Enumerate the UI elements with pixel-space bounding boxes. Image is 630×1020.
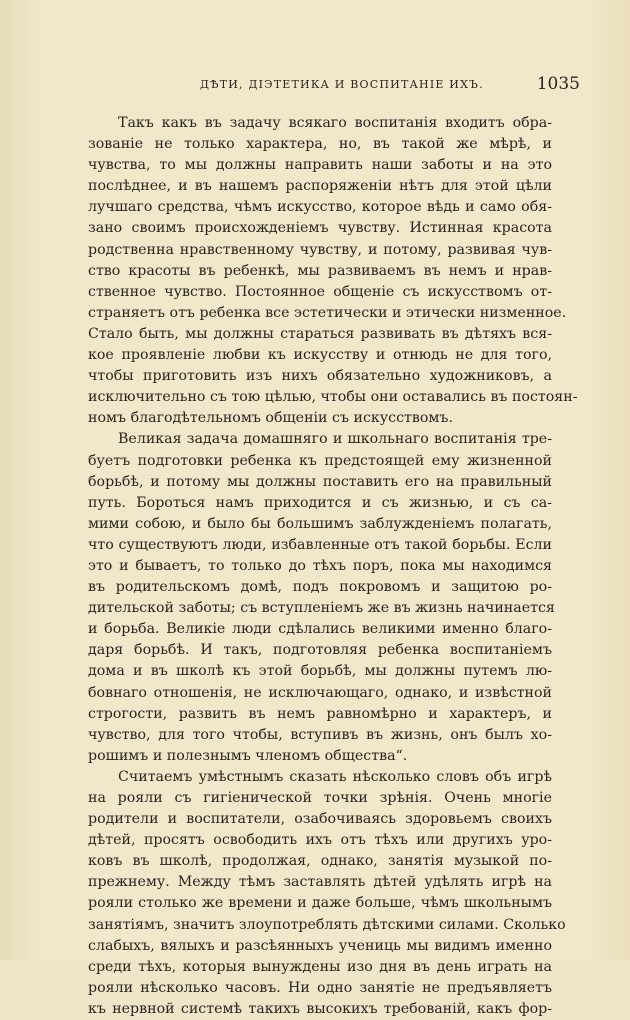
text-line: путь. Бороться намъ приходится и съ жизнью, и съ са- xyxy=(88,494,552,511)
text-line: ственное чувство. Постоянное общеніе съ искусствомъ от- xyxy=(88,283,552,300)
text-line: страняетъ отъ ребенка все эстетически и этически низменное. xyxy=(88,304,567,321)
text-line: дительской заботы; съ вступленіемъ же въ жизнь начинается xyxy=(88,600,555,617)
text-line: это и бываетъ, то только до тѣхъ поръ, пока мы находимся xyxy=(88,557,552,574)
text-line: буетъ подготовки ребенка къ предстоящей ему жизненной xyxy=(88,452,552,469)
page-number: 1035 xyxy=(536,74,580,94)
text-line: Считаемъ умѣстнымъ сказать нѣсколько словъ объ игрѣ xyxy=(118,768,552,785)
text-line: номъ благодѣтельномъ общеніи съ искусствомъ. xyxy=(88,410,453,427)
text-line: занятіямъ, значитъ злоупотреблять дѣтскими силами. Сколько xyxy=(88,916,566,933)
text-line: бовнаго отношенія, не исключающаго, однако, и извѣстной xyxy=(88,684,552,701)
text-line: чтобы приготовить изъ нихъ обязательно художниковъ, а xyxy=(88,368,552,385)
text-line: что существуютъ люди, избавленные отъ такой борьбы. Если xyxy=(88,536,552,553)
text-line: исключительно съ тою цѣлью, чтобы они оставались въ постоян- xyxy=(88,389,578,406)
text-line: чувство, для того чтобы, вступивъ въ жизнь, онъ былъ хо- xyxy=(88,726,552,743)
text-line: дѣтей, просятъ освободить ихъ отъ тѣхъ или другихъ уро- xyxy=(88,832,552,849)
text-line: ковъ въ школѣ, продолжая, однако, занятія музыкой по- xyxy=(88,853,552,870)
text-line: строгости, развить въ немъ равномѣрно и характеръ, и xyxy=(88,705,552,722)
text-line: къ нервной системѣ такихъ высокихъ требованій, какъ фор- xyxy=(88,1000,552,1017)
text-line: на рояли съ гигіенической точки зрѣнія. Очень многіе xyxy=(88,790,552,806)
text-line: борьбѣ, и потому мы должны поставить его на правильный xyxy=(88,473,552,490)
text-line: слабыхъ, вялыхъ и разсѣянныхъ учениць мы видимъ именно xyxy=(88,937,552,954)
text-line: чувства, то мы должны направить наши заботы и на это xyxy=(88,157,552,174)
body-text xyxy=(88,113,578,1020)
text-line: рояли столько же времени и даже больше, чѣмъ школьнымъ xyxy=(88,895,552,912)
text-line: рошимъ и полезнымъ членомъ общества“. xyxy=(88,747,408,764)
text-line: въ родительскомъ домѣ, подъ покровомъ и защитою ро- xyxy=(88,579,552,596)
text-line: лучшаго средства, чѣмъ искусство, которое вѣдь и само обя- xyxy=(88,199,552,216)
text-line: среди тѣхъ, которыя вынуждены изо дня въ день играть на xyxy=(88,958,552,975)
text-line: родственна нравственному чувству, и потому, развивая чув- xyxy=(88,241,552,258)
text-line: ство красоты въ ребенкѣ, мы развиваемъ въ немъ и нрав- xyxy=(88,262,552,279)
text-line: и борьба. Великіе люди сдѣлались великими именно благо- xyxy=(88,621,552,638)
page-header xyxy=(88,70,580,98)
text-line: родители и воспитатели, озабочиваясь здоровьемъ своихъ xyxy=(88,811,552,828)
text-line: Такъ какъ въ задачу всякаго воспитанія входитъ обра- xyxy=(118,115,552,131)
text-line: дома и въ школѣ къ этой борьбѣ, мы должны путемъ лю- xyxy=(88,663,552,680)
text-line: прежнему. Между тѣмъ заставлять дѣтей удѣлять игрѣ на xyxy=(88,874,552,891)
text-line: мими собою, и было бы большимъ заблужденіемъ полагать, xyxy=(88,515,552,532)
text-line: даря борьбѣ. И такъ, подготовляя ребенка воспитаніемъ xyxy=(88,642,552,659)
running-title: ДѢТИ, ДІЭТЕТИКА И ВОСПИТАНІЕ ИХЪ. xyxy=(200,78,484,91)
text-line: Великая задача домашняго и школьнаго воспитанія тре- xyxy=(118,431,552,448)
text-line: послѣднее, и въ нашемъ распоряженіи нѣтъ для этой цѣли xyxy=(88,178,552,195)
text-line: зованіе не только характера, но, въ такой же мѣрѣ, и xyxy=(88,136,552,153)
text-line: рояли нѣсколько часовъ. Ни одно занятіе не предъявляетъ xyxy=(88,979,552,996)
text-line: кое проявленіе любви къ искусству и отнюдь не для того, xyxy=(88,347,552,364)
text-line: зано своимъ происхожденіемъ чувству. Истинная красота xyxy=(88,220,552,237)
text-line: Стало быть, мы должны стараться развивать въ дѣтяхъ вся- xyxy=(88,325,552,342)
